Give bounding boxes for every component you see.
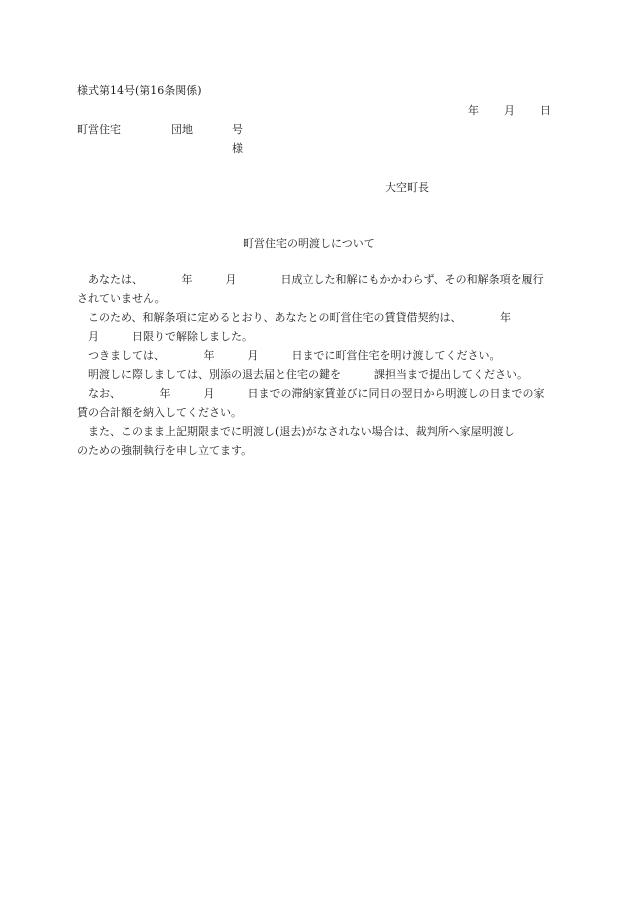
addressee-housing: 町営住宅 xyxy=(77,123,121,136)
document-title: 町営住宅の明渡しについて xyxy=(243,237,375,250)
date-day: 日 xyxy=(540,104,551,117)
paragraph xyxy=(77,422,551,460)
addressee-complex: 団地 xyxy=(171,123,193,136)
addressee-honorific: 様 xyxy=(232,142,243,155)
paragraph-line: 月 日限りで解除しました。 xyxy=(88,330,253,343)
addressee-number: 号 xyxy=(232,123,243,136)
body-text xyxy=(77,270,551,460)
paragraph xyxy=(77,365,551,384)
paragraph xyxy=(77,270,551,308)
paragraph-line: のための強制執行を申し立てます。 xyxy=(77,444,253,457)
paragraph xyxy=(77,346,551,365)
paragraph-line: なお、 年 月 日までの滞納家賃並びに同日の翌日から明渡しの日までの家 xyxy=(88,387,545,400)
paragraph-line: されていません。 xyxy=(77,292,166,305)
date-month: 月 xyxy=(504,104,515,117)
paragraph xyxy=(77,384,551,422)
sender-name: 大空町長 xyxy=(385,181,429,194)
paragraph xyxy=(77,308,551,346)
paragraph-line: つきましては、 年 月 日までに町営住宅を明け渡してください。 xyxy=(88,349,501,362)
paragraph-line: また、このまま上記期限までに明渡し(退去)がなされない場合は、裁判所へ家屋明渡し xyxy=(88,425,515,438)
date-year: 年 xyxy=(468,104,479,117)
form-number: 様式第14号(第16条関係) xyxy=(77,84,202,97)
paragraph-line: 賃の合計額を納入してください。 xyxy=(77,406,242,419)
paragraph-line: 明渡しに際しましては、別添の退去届と住宅の鍵を 課担当まで提出してください。 xyxy=(88,368,528,381)
paragraph-line: あなたは、 年 月 日成立した和解にもかかわらず、その和解条項を履行 xyxy=(88,273,544,286)
paragraph-line: このため、和解条項に定めるとおり、あなたとの町営住宅の賃貸借契約は、 年 xyxy=(88,311,512,324)
